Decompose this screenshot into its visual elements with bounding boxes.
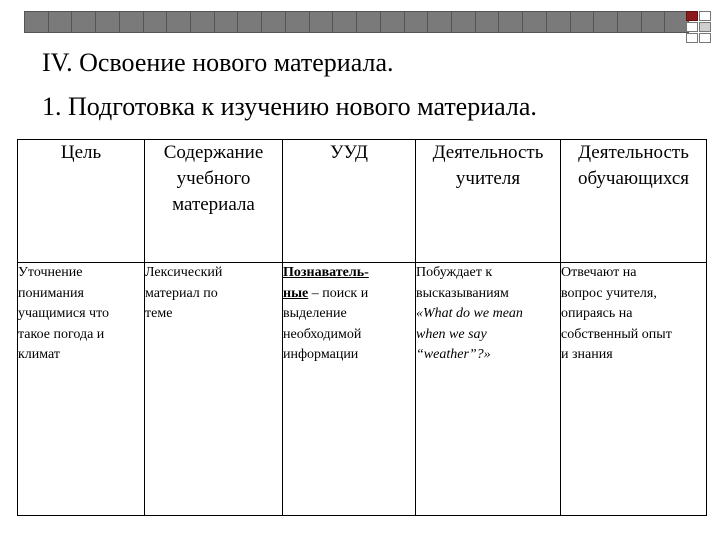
bar-segment [25, 12, 49, 32]
table-header-row [18, 140, 707, 263]
header-uud: УУД [283, 140, 416, 263]
bar-segment [72, 12, 96, 32]
bar-segment [618, 12, 642, 32]
bar-segment [333, 12, 357, 32]
bar-segment [547, 12, 571, 32]
bar-segment [310, 12, 334, 32]
cell-students: Отвечают на вопрос учителя, опираясь на собственный опыт и знания [561, 263, 707, 516]
header-content: Содержание учебного материала [145, 140, 283, 263]
header-students: Деятельность обучающихся [561, 140, 707, 263]
header-goal: Цель [18, 140, 145, 263]
bar-segment [381, 12, 405, 32]
bar-segment [476, 12, 500, 32]
bar-segment [49, 12, 73, 32]
bar-segment [167, 12, 191, 32]
bar-segment [120, 12, 144, 32]
bar-segment [571, 12, 595, 32]
white-square [686, 33, 698, 43]
bar-segment [191, 12, 215, 32]
bar-segment [96, 12, 120, 32]
cell-goal: Уточнение понимания учащимися что такое погода и климат [18, 263, 145, 516]
header-teacher: Деятельность учителя [416, 140, 561, 263]
bar-segment [405, 12, 429, 32]
bar-segment [262, 12, 286, 32]
bar-segment [499, 12, 523, 32]
bar-segment [357, 12, 381, 32]
bar-segment [642, 12, 666, 32]
decorative-top-bar [24, 11, 689, 33]
table-row [18, 263, 707, 516]
slide-subtitle: 1. Подготовка к изучению нового материала. [42, 92, 537, 121]
bar-segment [594, 12, 618, 32]
cell-uud: Познаватель- ные – поиск и выделение необходимой информации [283, 263, 416, 516]
bar-segment [215, 12, 239, 32]
bar-segment [428, 12, 452, 32]
lesson-table [17, 139, 707, 516]
cell-teacher: Побуждает к высказываниям «What do we mean when we say “weather”?» [416, 263, 561, 516]
red-square [686, 11, 698, 21]
decorative-squares [686, 11, 712, 45]
slide-title: IV. Освоение нового материала. [42, 48, 394, 77]
white-square [699, 33, 711, 43]
white-square [686, 22, 698, 32]
bar-segment [665, 12, 688, 32]
cell-content: Лексический материал по теме [145, 263, 283, 516]
white-square [699, 11, 711, 21]
bar-segment [238, 12, 262, 32]
bar-segment [144, 12, 168, 32]
bar-segment [452, 12, 476, 32]
bar-segment [523, 12, 547, 32]
gray-square [699, 22, 711, 32]
bar-segment [286, 12, 310, 32]
